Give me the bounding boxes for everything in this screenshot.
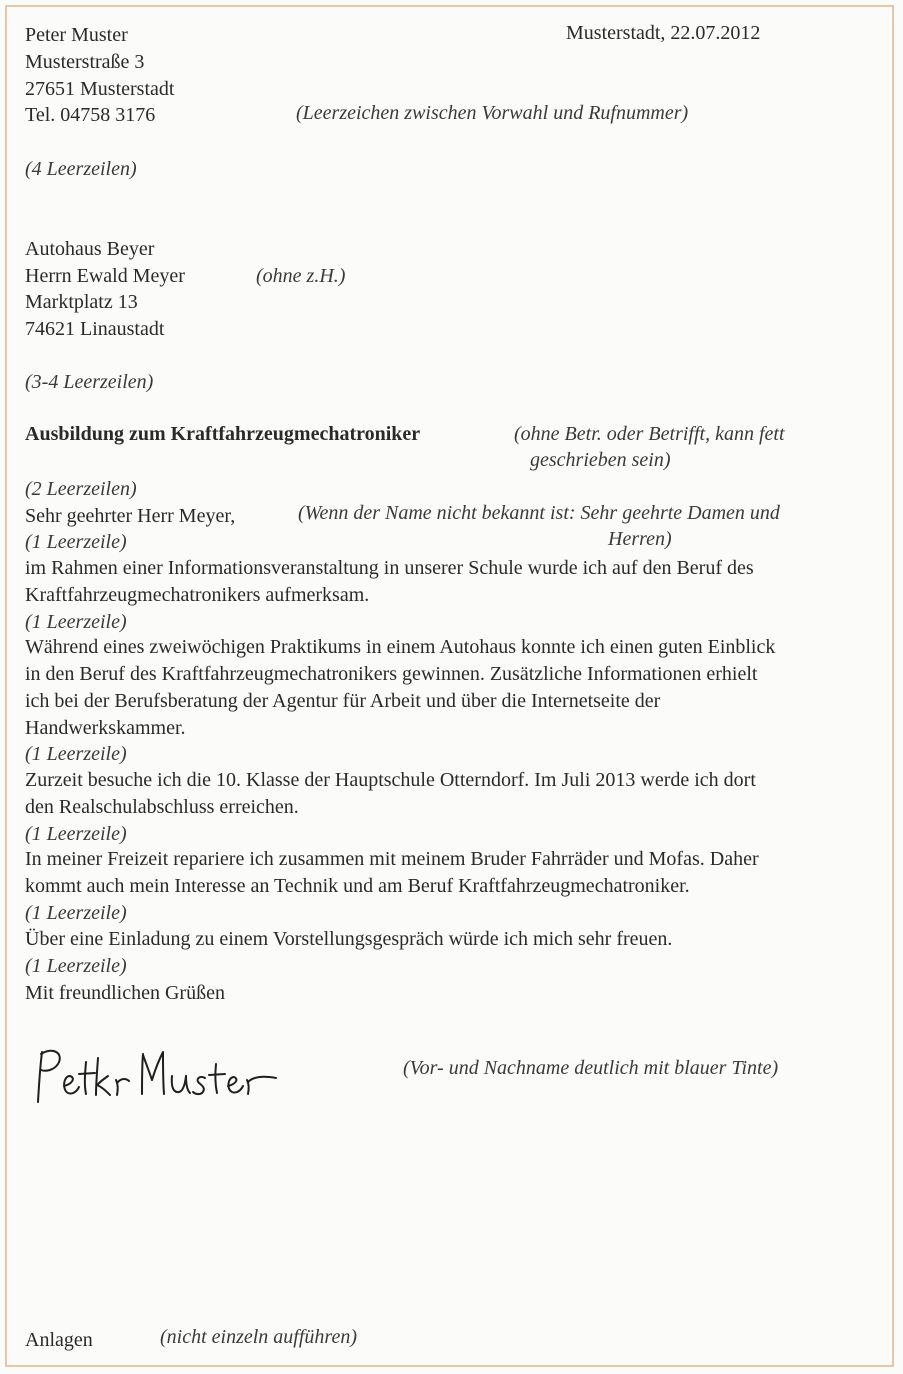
- body-paragraph-5-line-1: Über eine Einladung zu einem Vorstellungsgespräch würde ich mich sehr freuen.: [25, 928, 673, 950]
- attachments-note: (nicht einzeln aufführen): [160, 1326, 357, 1348]
- salutation-note-2: Herren): [608, 528, 672, 550]
- note-one-line: (1 Leerzeile): [25, 531, 127, 553]
- sender-city: 27651 Musterstadt: [25, 78, 175, 100]
- note-one-line: (1 Leerzeile): [25, 611, 127, 633]
- subject-line: Ausbildung zum Kraftfahrzeugmechatroniker: [25, 423, 421, 445]
- phone-note: (Leerzeichen zwischen Vorwahl und Rufnummer): [296, 102, 689, 124]
- body-paragraph-1-line-2: Kraftfahrzeugmechatronikers aufmerksam.: [25, 584, 370, 606]
- handwritten-signature: [30, 1040, 280, 1110]
- note-four-lines: (4 Leerzeilen): [25, 158, 137, 180]
- recipient-person: Herrn Ewald Meyer: [25, 265, 185, 287]
- salutation: Sehr geehrter Herr Meyer,: [25, 505, 236, 527]
- sender-name: Peter Muster: [25, 24, 128, 46]
- closing: Mit freundlichen Grüßen: [25, 982, 225, 1004]
- body-paragraph-3-line-1: Zurzeit besuche ich die 10. Klasse der Hauptschule Otterndorf. Im Juli 2013 werde ich dort: [25, 769, 756, 791]
- body-paragraph-2-line-4: Handwerkskammer.: [25, 717, 186, 739]
- body-paragraph-2-line-2: in den Beruf des Kraftfahrzeugmechatronikers gewinnen. Zusätzliche Informationen erhielt: [25, 663, 758, 685]
- note-two-lines: (2 Leerzeilen): [25, 478, 137, 500]
- salutation-note-1: (Wenn der Name nicht bekannt ist: Sehr geehrte Damen und: [298, 502, 780, 524]
- recipient-company: Autohaus Beyer: [25, 238, 155, 260]
- note-three-four-lines: (3-4 Leerzeilen): [25, 371, 154, 393]
- note-ohne-zh: (ohne z.H.): [256, 265, 346, 287]
- subject-note-2: geschrieben sein): [530, 449, 671, 471]
- body-paragraph-4-line-2: kommt auch mein Interesse an Technik und am Beruf Kraftfahrzeugmechatroniker.: [25, 875, 690, 897]
- subject-note-1: (ohne Betr. oder Betrifft, kann fett: [514, 423, 785, 445]
- signature-note: (Vor- und Nachname deutlich mit blauer Tinte): [403, 1057, 779, 1079]
- note-one-line: (1 Leerzeile): [25, 823, 127, 845]
- note-one-line: (1 Leerzeile): [25, 902, 127, 924]
- recipient-street: Marktplatz 13: [25, 291, 138, 313]
- body-paragraph-3-line-2: den Realschulabschluss erreichen.: [25, 796, 299, 818]
- sender-phone: Tel. 04758 3176: [25, 104, 156, 126]
- recipient-city: 74621 Linaustadt: [25, 318, 165, 340]
- note-one-line: (1 Leerzeile): [25, 955, 127, 977]
- body-paragraph-2-line-3: ich bei der Berufsberatung der Agentur für Arbeit und über die Internetseite der: [25, 690, 661, 712]
- sender-street: Musterstraße 3: [25, 51, 145, 73]
- note-one-line: (1 Leerzeile): [25, 743, 127, 765]
- body-paragraph-4-line-1: In meiner Freizeit repariere ich zusammen mit meinem Bruder Fahrräder und Mofas. Daher: [25, 848, 759, 870]
- body-paragraph-1-line-1: im Rahmen einer Informationsveranstaltung in unserer Schule wurde ich auf den Beruf des: [25, 557, 754, 579]
- body-paragraph-2-line-1: Während eines zweiwöchigen Praktikums in einem Autohaus konnte ich einen guten Einblick: [25, 636, 776, 658]
- attachments-label: Anlagen: [25, 1329, 93, 1351]
- place-date: Musterstadt, 22.07.2012: [566, 22, 761, 44]
